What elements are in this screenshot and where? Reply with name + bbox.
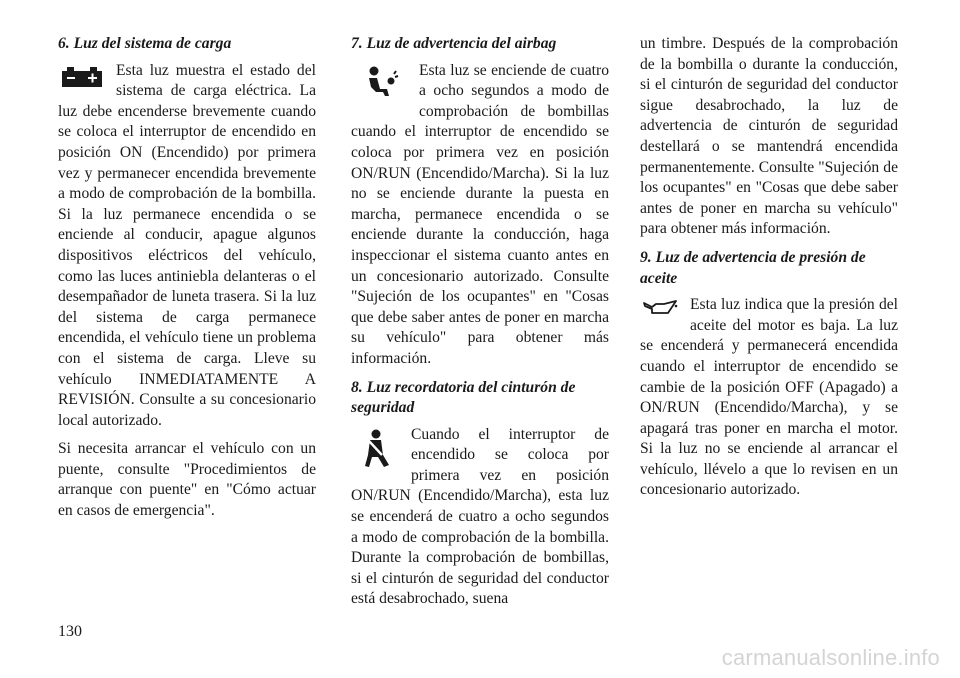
page-number: 130 — [58, 623, 82, 640]
section-6-paragraph: Si necesita arrancar el vehículo con un puente, consulte "Procedimientos de arranque con puente" en "Cómo actuar en casos de emergencia". — [58, 440, 316, 520]
section-7-paragraph: Esta luz se enciende de cuatro a ocho segundos a modo de comprobación de bombillas cuando el interruptor de encendido se coloca por primera vez en posición ON/RUN (Encendido/Marcha). Si la luz no se enciende durante la puesta en marcha, permanece encendida o se enciende durante la conducción, haga inspeccionar el sistema cuanto antes en un concesionario autorizado. Consulte "Sujeción de los ocupantes" en "Cosas que debe saber antes de poner en marcha su vehículo" para obtener más información. — [351, 61, 609, 367]
section-6-paragraph: Esta luz muestra el estado del sistema de carga eléctrica. La luz debe encenderse brevemente cuando se coloca el interruptor de encendido en posición ON (Encendido) por primera vez y permanecer encendida brevemente a modo de comprobación de la bombilla. Si la luz permanece encendida o se enciende al conducir, apague algunos dispositivos eléctricos del vehículo, como las luces antiniebla delanteras o el desempañador de luneta trasera. Si la luz del sistema de carga permanece encendida, el vehículo tiene un problema con el sistema de carga. Lleve su vehículo INMEDIATAMENTE A REVISIÓN. Consulte a su concesionario local autorizado. — [58, 61, 316, 429]
section-8-paragraph-continued: un timbre. Después de la comprobación de la bombilla o durante la conducción, si el cinturón de seguridad del conductor sigue desabrochado, la luz de advertencia de cinturón de seguridad destellará o se mantendrá encendida permanentemente. Consulte "Sujeción de los ocupantes" en "Cosas que debe saber antes de poner en marcha su vehículo" para obtener más información. — [640, 35, 898, 238]
column-1 — [58, 34, 316, 530]
section-7-title: 7. Luz de advertencia del airbag — [351, 35, 557, 52]
watermark: carmanualsonline.info — [721, 645, 940, 670]
section-6-title: 6. Luz del sistema de carga — [58, 35, 232, 52]
battery-icon — [60, 65, 104, 89]
seatbelt-icon — [365, 429, 391, 469]
section-8-title: 8. Luz recordatoria del cinturón de seguridad — [351, 378, 576, 417]
column-2 — [351, 34, 609, 618]
column-3 — [640, 34, 898, 509]
section-9-title: 9. Luz de advertencia de presión de aceite — [640, 248, 866, 287]
oil-can-icon — [642, 299, 678, 317]
airbag-icon — [365, 65, 399, 101]
section-8-paragraph: Cuando el interruptor de encendido se coloca por primera vez en posición ON/RUN (Encendido/Marcha), esta luz se encenderá de cuatro a ocho segundos a modo de comprobación de la bombilla. Durante la comprobación de bombillas, si el cinturón de seguridad del conductor está desabrochado, suena — [351, 425, 609, 608]
section-9-paragraph: Esta luz indica que la presión del aceite del motor es baja. La luz se encenderá y permanecerá encendida cuando el interruptor de encendido se cambie de la posición OFF (Apagado) a ON/RUN (Encendido/Marcha), y se apagará tras poner en marcha el motor. Si la luz no se enciende al arrancar el vehículo, llévelo a que lo revisen en un concesionario autorizado. — [640, 296, 898, 499]
